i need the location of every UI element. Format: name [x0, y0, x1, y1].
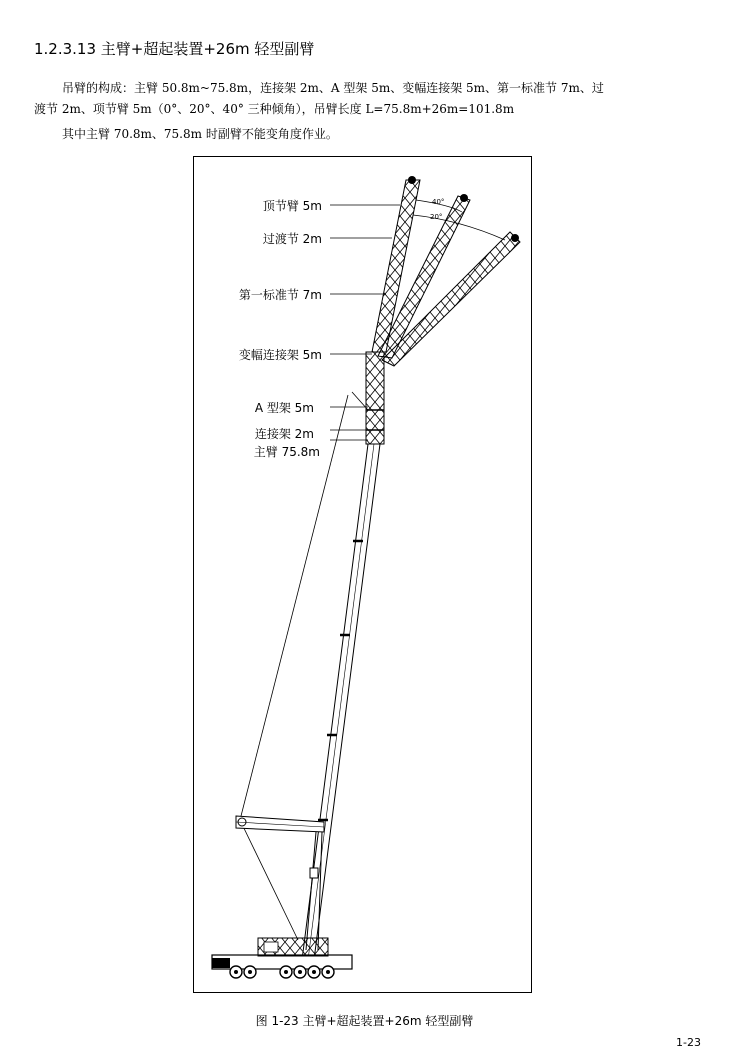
- angle-label-20: 20°: [430, 213, 443, 221]
- label-main-boom: 主臂 75.8m: [253, 445, 320, 459]
- label-top-section: 顶节臂 5m: [262, 199, 322, 213]
- angle-label-40: 40°: [432, 198, 445, 206]
- paragraph-line-2: 渡节 2m、项节臂 5m（0°、20°、40° 三种倾角），吊臂长度 L=75.8m+26m=101.8m: [34, 102, 515, 116]
- label-luffing-connector: 变幅连接架 5m: [238, 348, 322, 362]
- figure-caption: 图 1-23 主臂+超起装置+26m 轻型副臂: [255, 1014, 474, 1028]
- superlift-mast: [236, 816, 324, 832]
- label-transition-section: 过渡节 2m: [262, 232, 322, 246]
- page-number: 1-23: [676, 1036, 701, 1049]
- crane-truck: [212, 938, 352, 978]
- main-boom: [302, 444, 380, 960]
- paragraph-line-3: 其中主臂 70.8m、75.8m 时副臂不能变角度作业。: [62, 127, 338, 141]
- label-first-standard-section: 第一标准节 7m: [238, 288, 322, 302]
- label-a-frame: A 型架 5m: [254, 401, 314, 415]
- boom-joint-stack: [366, 352, 384, 444]
- label-connector: 连接架 2m: [254, 427, 314, 441]
- section-heading: 1.2.3.13 主臂+超起装置+26m 轻型副臂: [34, 40, 315, 58]
- paragraph-line-1: 吊臂的构成：主臂 50.8m~75.8m，连接架 2m、A 型架 5m、变幅连接架 5m、第一标准节 7m、过: [62, 81, 604, 95]
